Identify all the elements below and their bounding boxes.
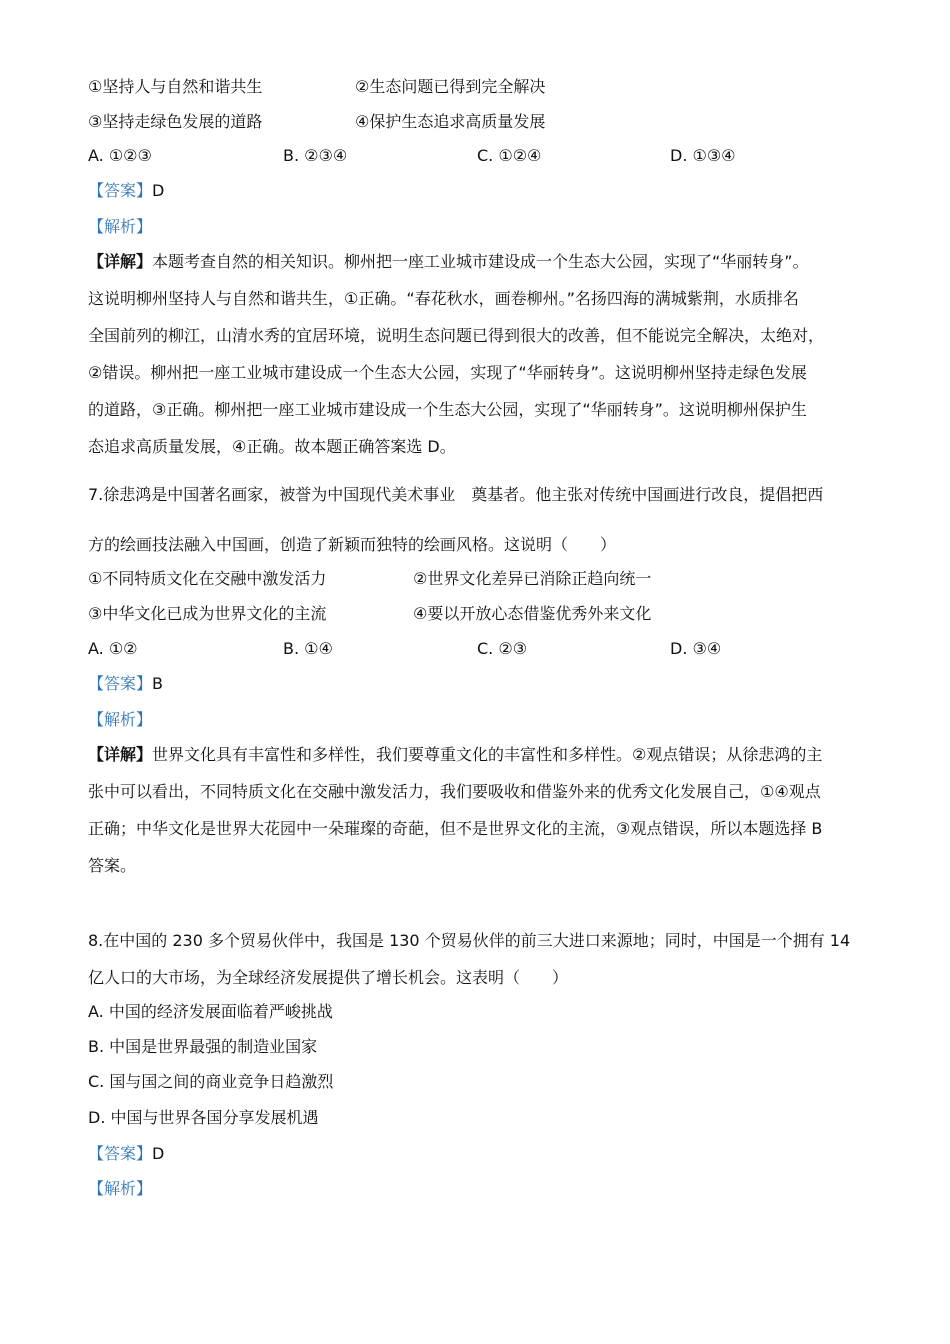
q8-option-c: C. 国与国之间的商业竞争日趋激烈 — [88, 1072, 334, 1091]
q6-answer-label: 【答案】 — [88, 181, 153, 200]
q7-detail-line-3: 正确；中华文化是世界大花园中一朵璀璨的奇葩，但不是世界文化的主流，③观点错误，所以本题选择 B — [88, 819, 823, 838]
q8-option-b: B. 中国是世界最强的制造业国家 — [88, 1037, 318, 1056]
q7-detail-text: 世界文化具有丰富性和多样性，我们要尊重文化的丰富性和多样性。②观点错误；从徐悲鸿的主 — [152, 745, 823, 764]
q7-detail-line-4: 答案。 — [88, 856, 137, 875]
q7-statement-2: ②世界文化差异已消除正趋向统一 — [413, 569, 652, 588]
q7-answer-label: 【答案】 — [88, 674, 153, 693]
q7-detail-line-1 — [88, 744, 822, 766]
q7-statement-3: ③中华文化已成为世界文化的主流 — [88, 604, 327, 623]
q6-detail-line-2: 这说明柳州坚持人与自然和谐共生，①正确。“春花秋水，画卷柳州。”名扬四海的满城紫荆，水质排名 — [88, 289, 799, 308]
q6-detail-text: 本题考查自然的相关知识。柳州把一座工业城市建设成一个生态大公园，实现了“华丽转身”。 — [152, 252, 809, 271]
q6-statement-1: ①坚持人与自然和谐共生 — [88, 77, 263, 96]
q6-detail-line-3: 全国前列的柳江，山清水秀的宜居环境，说明生态问题已得到很大的改善，但不能说完全解决，太绝对， — [88, 326, 825, 345]
q8-option-a: A. 中国的经济发展面临着严峻挑战 — [88, 1002, 333, 1021]
q7-detail-line-2: 张中可以看出，不同特质文化在交融中激发活力，我们要吸收和借鉴外来的优秀文化发展自己，①④观点 — [88, 782, 821, 801]
q7-statement-4: ④要以开放心态借鉴优秀外来文化 — [413, 604, 652, 623]
q7-answer-value: B — [152, 674, 163, 693]
q7-option-a: A. ①② — [88, 639, 138, 658]
q7-option-b: B. ①④ — [283, 639, 333, 658]
q8-stem-line-2: 亿人口的大市场，为全球经济发展提供了增长机会。这表明（ ） — [88, 968, 569, 987]
q8-answer — [88, 1143, 164, 1165]
q8-answer-value: D — [152, 1144, 165, 1163]
q6-detail-line-4: ②错误。柳州把一座工业城市建设成一个生态大公园，实现了“华丽转身”。这说明柳州坚持走绿色发展 — [88, 363, 807, 382]
q6-option-b: B. ②③④ — [283, 146, 348, 165]
q6-statement-2: ②生态问题已得到完全解决 — [355, 77, 546, 96]
q6-answer — [88, 180, 164, 202]
q7-stem-line-1: 7.徐悲鸿是中国著名画家，被誉为中国现代美术事业 奠基者。他主张对传统中国画进行改良，提倡把西 — [88, 485, 824, 504]
q8-option-d: D. 中国与世界各国分享发展机遇 — [88, 1108, 319, 1127]
q7-answer — [88, 673, 163, 695]
q7-detail-label: 【详解】 — [88, 745, 153, 764]
q6-detail-line-1 — [88, 251, 809, 273]
q6-answer-value: D — [152, 181, 165, 200]
q6-statement-3: ③坚持走绿色发展的道路 — [88, 112, 263, 131]
q6-detail-label: 【详解】 — [88, 252, 153, 271]
q7-statement-1: ①不同特质文化在交融中激发活力 — [88, 569, 327, 588]
q6-detail-line-5: 的道路，③正确。柳州把一座工业城市建设成一个生态大公园，实现了“华丽转身”。这说明柳州保护生 — [88, 400, 807, 419]
q8-stem-line-1: 8.在中国的 230 多个贸易伙伴中，我国是 130 个贸易伙伴的前三大进口来源地；同时，中国是一个拥有 14 — [88, 931, 851, 950]
q8-answer-label: 【答案】 — [88, 1144, 153, 1163]
q6-option-a: A. ①②③ — [88, 146, 152, 165]
q7-stem-line-2: 方的绘画技法融入中国画，创造了新颖而独特的绘画风格。这说明（ ） — [88, 535, 617, 554]
q7-option-d: D. ③④ — [670, 639, 722, 658]
q6-statement-4: ④保护生态追求高质量发展 — [355, 112, 546, 131]
q7-analysis-label: 【解析】 — [88, 710, 153, 729]
q8-analysis-label: 【解析】 — [88, 1179, 153, 1198]
q7-option-c: C. ②③ — [477, 639, 528, 658]
q6-detail-line-6: 态追求高质量发展，④正确。故本题正确答案选 D。 — [88, 437, 456, 456]
q6-analysis-label: 【解析】 — [88, 217, 153, 236]
q6-option-c: C. ①②④ — [477, 146, 542, 165]
q6-option-d: D. ①③④ — [670, 146, 736, 165]
